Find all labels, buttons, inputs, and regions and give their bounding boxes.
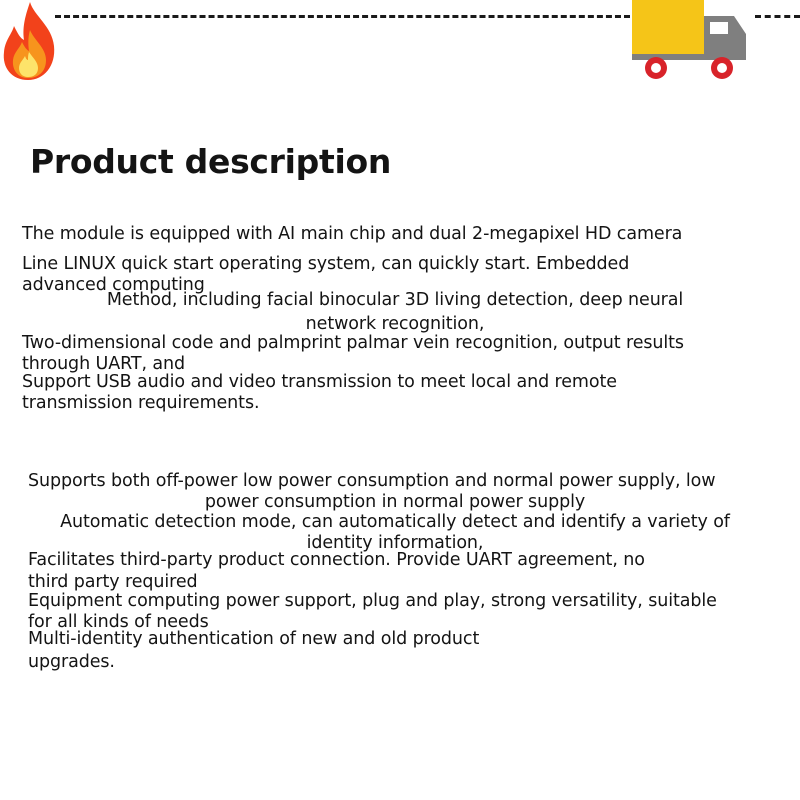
description-line: Two-dimensional code and palmprint palmar vein recognition, output results <box>22 333 684 353</box>
description-line: Line LINUX quick start operating system, can quickly start. Embedded <box>22 254 630 274</box>
description-line: The module is equipped with AI main chip and dual 2-megapixel HD camera <box>22 224 683 244</box>
feature-line: Supports both off-power low power consumption and normal power supply, low <box>28 471 716 491</box>
description-line: advanced computing <box>22 275 205 295</box>
page-title: Product description <box>30 142 392 181</box>
feature-line: identity information, <box>306 533 484 553</box>
description-line: transmission requirements. <box>22 393 260 413</box>
feature-line: for all kinds of needs <box>28 612 209 632</box>
description-line: Support USB audio and video transmission to meet local and remote <box>22 372 617 392</box>
flame-icon <box>0 0 60 82</box>
truck-wheel-rear-hub <box>651 63 661 73</box>
top-dashed-divider-right <box>755 15 800 18</box>
feature-line: third party required <box>28 572 198 592</box>
feature-line: Automatic detection mode, can automatically detect and identify a variety of <box>60 512 730 532</box>
truck-icon <box>630 0 750 85</box>
feature-line: power consumption in normal power supply <box>204 492 586 512</box>
feature-line: upgrades. <box>28 652 115 672</box>
top-dashed-divider <box>55 15 630 18</box>
truck-window <box>710 22 728 34</box>
truck-base <box>632 54 746 60</box>
description-line: network recognition, <box>305 314 485 334</box>
feature-line: Facilitates third-party product connection. Provide UART agreement, no <box>28 550 645 570</box>
feature-line: Equipment computing power support, plug and play, strong versatility, suitable <box>28 591 717 611</box>
description-line: Method, including facial binocular 3D living detection, deep neural <box>106 290 684 310</box>
truck-cargo <box>632 0 704 54</box>
feature-line: Multi-identity authentication of new and old product <box>28 629 480 649</box>
description-line: through UART, and <box>22 354 186 374</box>
truck-wheel-front-hub <box>717 63 727 73</box>
